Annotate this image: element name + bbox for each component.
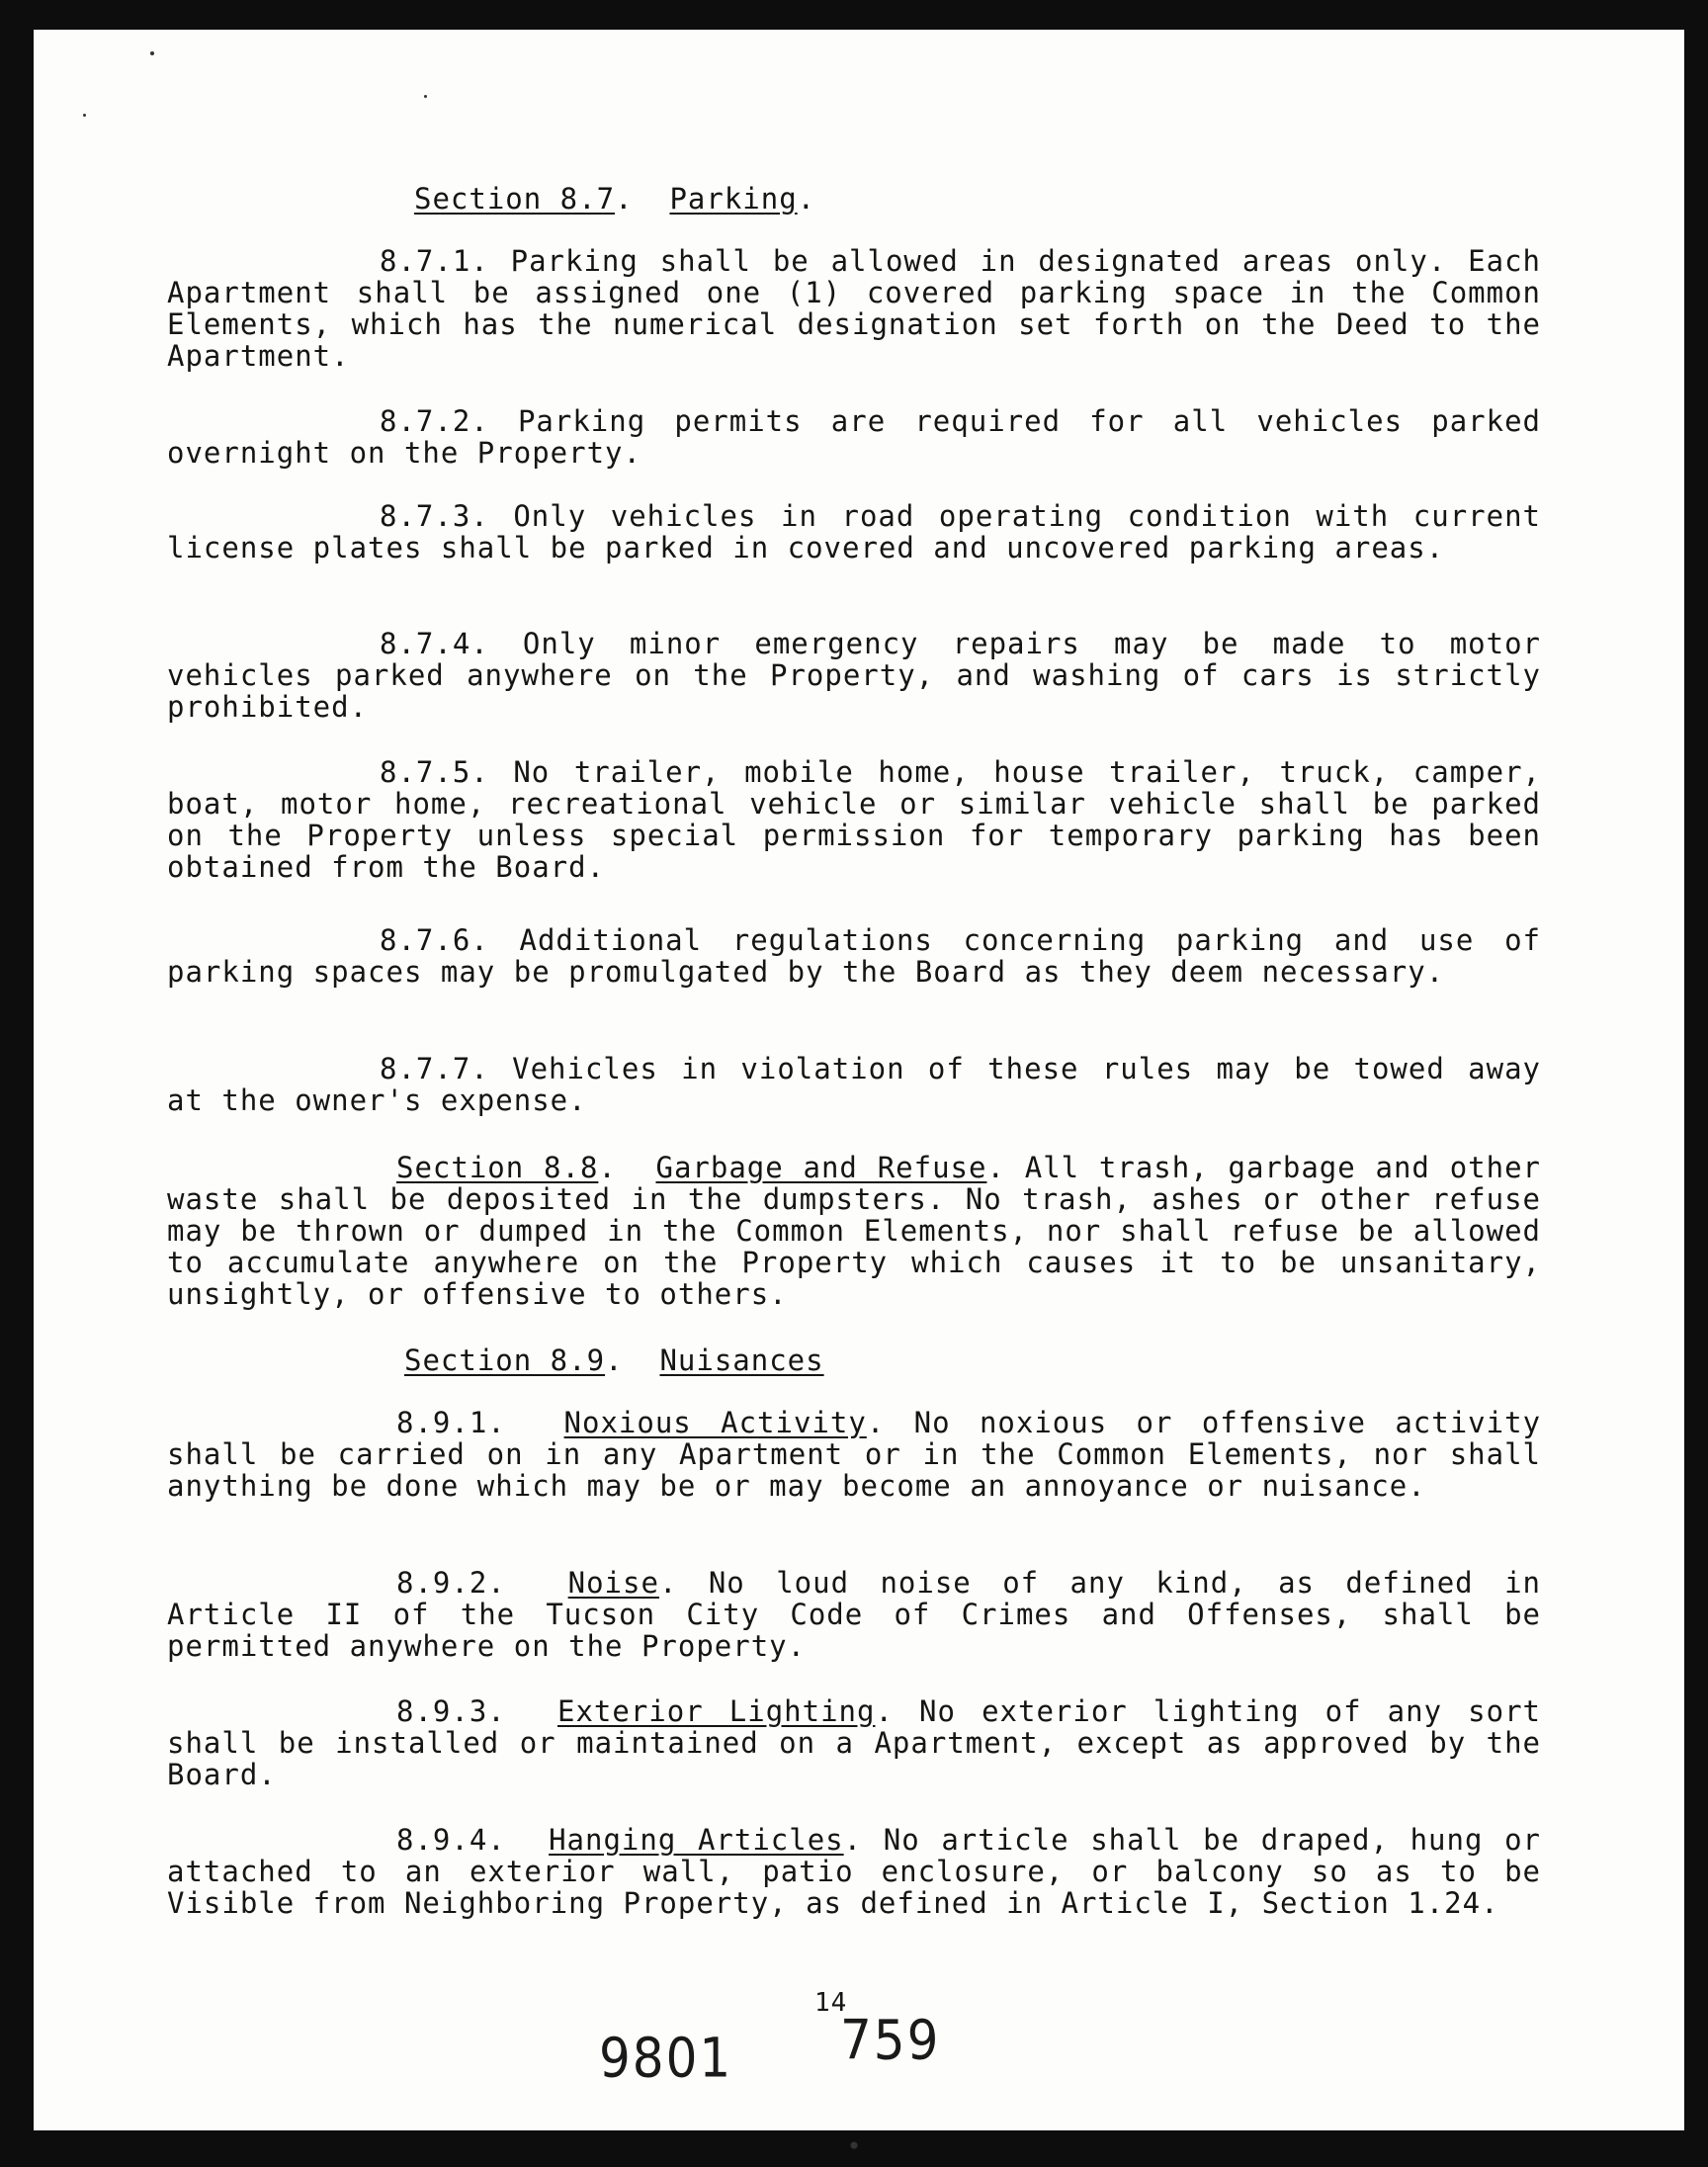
section-label: Section 8.9 xyxy=(404,1344,606,1377)
document-page xyxy=(34,30,1684,2130)
section-title: Nuisances xyxy=(659,1344,824,1377)
paragraph-8-7-2: 8.7.2. Parking permits are required for all vehicles parked overnight on the Property. xyxy=(167,404,1541,470)
section-label: Section 8.7 xyxy=(414,182,616,216)
paragraph-8-9-3: 8.9.3. Exterior Lighting. No exterior lighting of any sort shall be installed or maintained on a Apartment, except as approved by the Board. xyxy=(167,1694,1542,1791)
subsection-title: Noxious Activity xyxy=(563,1406,867,1439)
paragraph-8-7-3: 8.7.3. Only vehicles in road operating condition with current license plates shall be parked in covered and uncovered parking areas. xyxy=(167,499,1541,564)
section-8-9-heading: Section 8.9. Nuisances xyxy=(404,1344,824,1377)
section-8-7-heading: Section 8.7. Parking. xyxy=(414,182,816,216)
scan-speck xyxy=(150,51,154,55)
scan-speck xyxy=(83,114,86,117)
page-number: 14 xyxy=(814,1988,848,2018)
paragraph-8-7-1: 8.7.1. Parking shall be allowed in designated areas only. Each Apartment shall be assigned one (1) covered parking space in the Common Elements, which has the numerical designation set forth on the Deed to the Apartment. xyxy=(167,244,1541,373)
page-stamp: 759 xyxy=(840,2009,941,2072)
subsection-title: Noise xyxy=(567,1566,659,1600)
paragraph-8-9-1: 8.9.1. Noxious Activity. No noxious or offensive activity shall be carried on in any Apartment or in the Common Elements, nor shall anything be done which may be or may become an annoyance or nuisance. xyxy=(167,1406,1542,1503)
scan-speck xyxy=(424,95,427,98)
paragraph-8-7-5: 8.7.5. No trailer, mobile home, house trailer, truck, camper, boat, motor home, recreational vehicle or similar vehicle shall be parked on the Property unless special permission for temporary parking has been obtained from the Board. xyxy=(167,755,1541,884)
paragraph-8-7-4: 8.7.4. Only minor emergency repairs may be made to motor vehicles parked anywhere on the Property, and washing of cars is strictly prohibited. xyxy=(167,627,1541,724)
paragraph-8-7-7: 8.7.7. Vehicles in violation of these rules may be towed away at the owner's expense. xyxy=(167,1052,1541,1117)
paragraph-8-7-6: 8.7.6. Additional regulations concerning parking and use of parking spaces may be promulgated by the Board as they deem necessary. xyxy=(167,923,1541,989)
subsection-title: Hanging Articles xyxy=(549,1823,844,1857)
section-label: Section 8.8 xyxy=(396,1151,599,1184)
section-8-8: Section 8.8. Garbage and Refuse. All trash, garbage and other waste shall be deposited in the dumpsters. No trash, ashes or other refuse may be thrown or dumped in the Common Elements, nor shall refuse be allowed to accumulate anywhere on the Property which causes it to be unsanitary, unsightly, or offensive to others. xyxy=(167,1151,1541,1311)
paragraph-8-9-2: 8.9.2. Noise. No loud noise of any kind, as defined in Article II of the Tucson City Code of Crimes and Offenses, shall be permitted anywhere on the Property. xyxy=(167,1566,1541,1663)
docket-stamp: 9801 xyxy=(599,2027,733,2090)
section-title: Parking xyxy=(669,182,798,216)
section-title: Garbage and Refuse xyxy=(655,1151,987,1184)
subsection-title: Exterior Lighting xyxy=(557,1694,876,1728)
paragraph-8-9-4: 8.9.4. Hanging Articles. No article shall be draped, hung or attached to an exterior wall, patio enclosure, or balcony so as to be Visible from Neighboring Property, as defined in Article I, Section 1.24. xyxy=(167,1823,1541,1920)
